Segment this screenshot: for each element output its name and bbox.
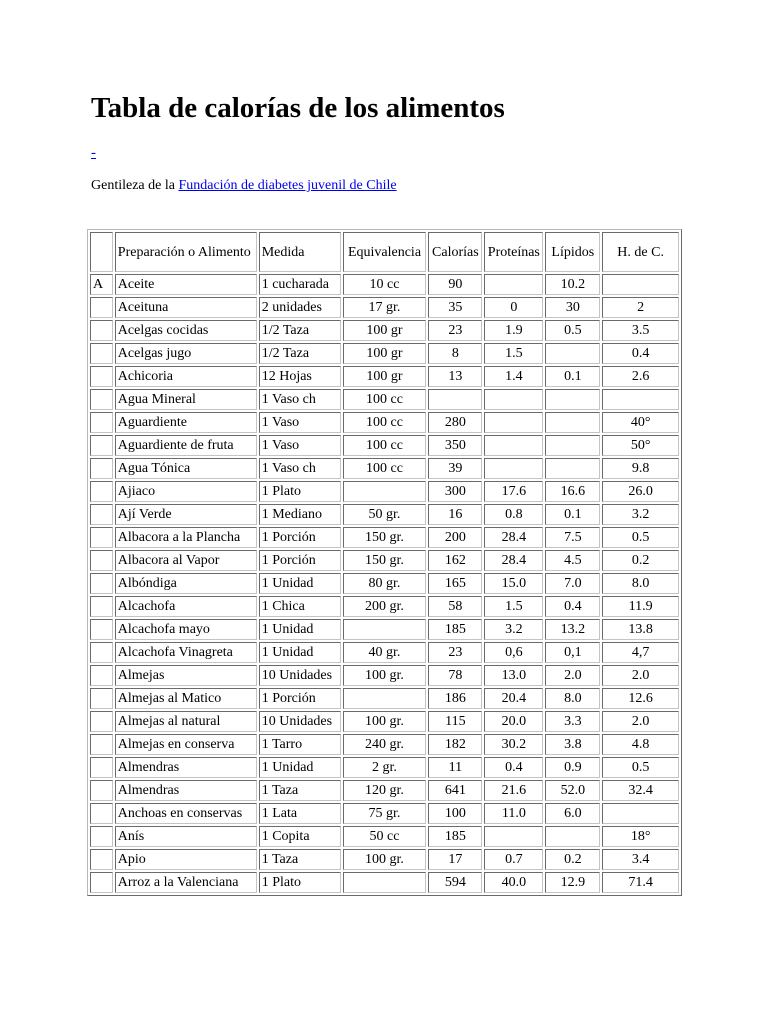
table-row	[90, 481, 679, 502]
cell-section-letter	[90, 688, 113, 709]
cell-food-name: Anchoas en conservas	[115, 803, 257, 824]
cell-proteins: 1.4	[484, 366, 543, 387]
cell-lipids: 30	[545, 297, 600, 318]
cell-carbohydrates: 26.0	[602, 481, 679, 502]
cell-lipids: 52.0	[545, 780, 600, 801]
cell-section-letter	[90, 527, 113, 548]
cell-calories: 350	[428, 435, 482, 456]
cell-carbohydrates: 4.8	[602, 734, 679, 755]
header-proteins: Proteínas	[484, 232, 543, 272]
cell-calories: 186	[428, 688, 482, 709]
page-title: Tabla de calorías de los alimentos	[91, 92, 505, 124]
cell-carbohydrates	[602, 803, 679, 824]
cell-lipids: 4.5	[545, 550, 600, 571]
table-row	[90, 849, 679, 870]
cell-food-name: Ají Verde	[115, 504, 257, 525]
header-calories: Calorías	[428, 232, 482, 272]
cell-equivalence	[343, 688, 427, 709]
cell-section-letter	[90, 872, 113, 893]
cell-food-name: Albóndiga	[115, 573, 257, 594]
table-row	[90, 619, 679, 640]
cell-section-letter	[90, 550, 113, 571]
cell-carbohydrates: 3.5	[602, 320, 679, 341]
cell-measure: 1 Taza	[259, 849, 341, 870]
table-row	[90, 688, 679, 709]
cell-measure: 1 Tarro	[259, 734, 341, 755]
cell-equivalence: 50 gr.	[343, 504, 427, 525]
cell-food-name: Alcachofa	[115, 596, 257, 617]
cell-carbohydrates: 2.6	[602, 366, 679, 387]
cell-measure: 1 Copita	[259, 826, 341, 847]
cell-carbohydrates: 0.5	[602, 757, 679, 778]
cell-lipids: 0.1	[545, 366, 600, 387]
cell-lipids: 2.0	[545, 665, 600, 686]
cell-lipids: 0.5	[545, 320, 600, 341]
cell-food-name: Alcachofa Vinagreta	[115, 642, 257, 663]
anchor-link[interactable]: -	[91, 145, 96, 161]
table-row	[90, 803, 679, 824]
cell-food-name: Almendras	[115, 757, 257, 778]
table-row	[90, 343, 679, 364]
header-carbohydrates: H. de C.	[602, 232, 679, 272]
cell-food-name: Aguardiente	[115, 412, 257, 433]
cell-food-name: Aceite	[115, 274, 257, 295]
table-row	[90, 734, 679, 755]
cell-lipids: 13.2	[545, 619, 600, 640]
cell-lipids: 8.0	[545, 688, 600, 709]
cell-proteins: 30.2	[484, 734, 543, 755]
cell-proteins	[484, 412, 543, 433]
cell-measure: 1/2 Taza	[259, 343, 341, 364]
cell-food-name: Alcachofa mayo	[115, 619, 257, 640]
cell-equivalence: 50 cc	[343, 826, 427, 847]
cell-food-name: Agua Mineral	[115, 389, 257, 410]
cell-section-letter	[90, 803, 113, 824]
table-body	[90, 232, 679, 893]
cell-carbohydrates: 4,7	[602, 642, 679, 663]
cell-equivalence: 100 gr	[343, 320, 427, 341]
cell-lipids	[545, 826, 600, 847]
cell-proteins	[484, 274, 543, 295]
cell-food-name: Agua Tónica	[115, 458, 257, 479]
cell-lipids	[545, 389, 600, 410]
cell-equivalence: 200 gr.	[343, 596, 427, 617]
cell-carbohydrates: 2.0	[602, 665, 679, 686]
table-row	[90, 366, 679, 387]
cell-carbohydrates: 71.4	[602, 872, 679, 893]
cell-food-name: Almejas al Matico	[115, 688, 257, 709]
cell-calories: 17	[428, 849, 482, 870]
table-row	[90, 297, 679, 318]
table-row	[90, 757, 679, 778]
cell-lipids: 0.9	[545, 757, 600, 778]
cell-calories: 280	[428, 412, 482, 433]
cell-lipids: 6.0	[545, 803, 600, 824]
cell-section-letter	[90, 297, 113, 318]
cell-lipids	[545, 343, 600, 364]
cell-equivalence: 120 gr.	[343, 780, 427, 801]
table-row	[90, 573, 679, 594]
cell-lipids: 16.6	[545, 481, 600, 502]
cell-equivalence: 240 gr.	[343, 734, 427, 755]
cell-proteins: 0,6	[484, 642, 543, 663]
cell-measure: 1 Lata	[259, 803, 341, 824]
table-row	[90, 596, 679, 617]
cell-calories: 185	[428, 826, 482, 847]
cell-calories: 16	[428, 504, 482, 525]
cell-equivalence: 100 cc	[343, 389, 427, 410]
header-section-letter	[90, 232, 113, 272]
foundation-link[interactable]: Fundación de diabetes juvenil de Chile	[178, 178, 397, 193]
cell-lipids: 0.2	[545, 849, 600, 870]
cell-proteins: 20.4	[484, 688, 543, 709]
cell-measure: 1 Taza	[259, 780, 341, 801]
cell-food-name: Almejas	[115, 665, 257, 686]
cell-proteins: 40.0	[484, 872, 543, 893]
cell-equivalence: 80 gr.	[343, 573, 427, 594]
header-measure: Medida	[259, 232, 341, 272]
cell-food-name: Ajiaco	[115, 481, 257, 502]
cell-carbohydrates: 8.0	[602, 573, 679, 594]
cell-calories: 8	[428, 343, 482, 364]
cell-measure: 1 Plato	[259, 872, 341, 893]
table-row	[90, 389, 679, 410]
cell-carbohydrates: 2.0	[602, 711, 679, 732]
cell-proteins: 28.4	[484, 527, 543, 548]
cell-lipids: 3.3	[545, 711, 600, 732]
cell-section-letter	[90, 435, 113, 456]
cell-measure: 10 Unidades	[259, 711, 341, 732]
credit-line	[91, 176, 397, 196]
cell-calories: 78	[428, 665, 482, 686]
cell-lipids: 7.5	[545, 527, 600, 548]
cell-measure: 1 Unidad	[259, 573, 341, 594]
cell-calories: 58	[428, 596, 482, 617]
cell-measure: 1 Porción	[259, 688, 341, 709]
cell-calories: 35	[428, 297, 482, 318]
cell-equivalence	[343, 481, 427, 502]
cell-equivalence: 150 gr.	[343, 527, 427, 548]
cell-lipids: 10.2	[545, 274, 600, 295]
cell-lipids	[545, 458, 600, 479]
cell-measure: 10 Unidades	[259, 665, 341, 686]
table-row	[90, 527, 679, 548]
cell-measure: 12 Hojas	[259, 366, 341, 387]
cell-lipids: 0.1	[545, 504, 600, 525]
cell-calories: 11	[428, 757, 482, 778]
table-row	[90, 504, 679, 525]
cell-equivalence: 2 gr.	[343, 757, 427, 778]
cell-lipids: 12.9	[545, 872, 600, 893]
cell-carbohydrates	[602, 274, 679, 295]
cell-carbohydrates: 3.4	[602, 849, 679, 870]
cell-section-letter	[90, 596, 113, 617]
cell-section-letter	[90, 343, 113, 364]
cell-section-letter	[90, 849, 113, 870]
cell-lipids: 7.0	[545, 573, 600, 594]
cell-measure: 1 Chica	[259, 596, 341, 617]
cell-measure: 2 unidades	[259, 297, 341, 318]
cell-lipids: 3.8	[545, 734, 600, 755]
cell-food-name: Acelgas cocidas	[115, 320, 257, 341]
cell-section-letter: A	[90, 274, 113, 295]
cell-carbohydrates: 13.8	[602, 619, 679, 640]
cell-proteins: 1.5	[484, 596, 543, 617]
cell-section-letter	[90, 481, 113, 502]
cell-measure: 1 cucharada	[259, 274, 341, 295]
cell-lipids	[545, 435, 600, 456]
table-row	[90, 780, 679, 801]
table-row	[90, 550, 679, 571]
cell-calories: 594	[428, 872, 482, 893]
cell-measure: 1 Unidad	[259, 619, 341, 640]
cell-section-letter	[90, 389, 113, 410]
cell-proteins	[484, 458, 543, 479]
header-lipids: Lípidos	[545, 232, 600, 272]
cell-calories: 23	[428, 642, 482, 663]
cell-proteins: 1.5	[484, 343, 543, 364]
cell-food-name: Aguardiente de fruta	[115, 435, 257, 456]
cell-proteins: 13.0	[484, 665, 543, 686]
cell-equivalence: 75 gr.	[343, 803, 427, 824]
cell-equivalence: 17 gr.	[343, 297, 427, 318]
cell-proteins: 0.7	[484, 849, 543, 870]
cell-proteins: 0	[484, 297, 543, 318]
cell-proteins: 1.9	[484, 320, 543, 341]
cell-section-letter	[90, 619, 113, 640]
cell-measure: 1 Porción	[259, 550, 341, 571]
cell-section-letter	[90, 665, 113, 686]
cell-lipids	[545, 412, 600, 433]
cell-calories: 13	[428, 366, 482, 387]
cell-proteins: 15.0	[484, 573, 543, 594]
cell-section-letter	[90, 826, 113, 847]
table-row	[90, 642, 679, 663]
cell-food-name: Apio	[115, 849, 257, 870]
cell-proteins: 11.0	[484, 803, 543, 824]
cell-food-name: Arroz a la Valenciana	[115, 872, 257, 893]
cell-food-name: Anís	[115, 826, 257, 847]
cell-calories: 200	[428, 527, 482, 548]
cell-proteins: 21.6	[484, 780, 543, 801]
cell-calories: 23	[428, 320, 482, 341]
table-row	[90, 826, 679, 847]
table-row	[90, 412, 679, 433]
cell-section-letter	[90, 366, 113, 387]
cell-carbohydrates: 3.2	[602, 504, 679, 525]
cell-measure: 1 Unidad	[259, 757, 341, 778]
cell-section-letter	[90, 711, 113, 732]
table-row	[90, 872, 679, 893]
cell-carbohydrates: 18°	[602, 826, 679, 847]
cell-section-letter	[90, 412, 113, 433]
cell-proteins: 0.8	[484, 504, 543, 525]
cell-measure: 1 Mediano	[259, 504, 341, 525]
cell-measure: 1 Plato	[259, 481, 341, 502]
cell-proteins: 3.2	[484, 619, 543, 640]
cell-equivalence: 10 cc	[343, 274, 427, 295]
cell-calories: 162	[428, 550, 482, 571]
cell-calories: 100	[428, 803, 482, 824]
cell-section-letter	[90, 757, 113, 778]
cell-food-name: Albacora a la Plancha	[115, 527, 257, 548]
cell-carbohydrates: 9.8	[602, 458, 679, 479]
cell-calories: 300	[428, 481, 482, 502]
cell-food-name: Acelgas jugo	[115, 343, 257, 364]
cell-section-letter	[90, 642, 113, 663]
cell-carbohydrates: 12.6	[602, 688, 679, 709]
cell-equivalence: 100 gr	[343, 343, 427, 364]
table-row	[90, 320, 679, 341]
cell-calories: 182	[428, 734, 482, 755]
cell-lipids: 0.4	[545, 596, 600, 617]
cell-carbohydrates: 11.9	[602, 596, 679, 617]
cell-carbohydrates: 0.2	[602, 550, 679, 571]
cell-equivalence	[343, 619, 427, 640]
calories-table	[87, 229, 682, 896]
cell-equivalence: 100 gr.	[343, 849, 427, 870]
header-food-name: Preparación o Alimento	[115, 232, 257, 272]
cell-food-name: Almendras	[115, 780, 257, 801]
cell-proteins	[484, 826, 543, 847]
cell-carbohydrates: 0.4	[602, 343, 679, 364]
cell-proteins	[484, 389, 543, 410]
cell-equivalence: 100 gr.	[343, 665, 427, 686]
cell-calories: 165	[428, 573, 482, 594]
credit-prefix: Gentileza de la	[91, 178, 175, 193]
table-row	[90, 435, 679, 456]
cell-measure: 1 Unidad	[259, 642, 341, 663]
cell-equivalence: 100 gr	[343, 366, 427, 387]
cell-calories: 39	[428, 458, 482, 479]
cell-carbohydrates	[602, 389, 679, 410]
cell-proteins: 20.0	[484, 711, 543, 732]
cell-section-letter	[90, 504, 113, 525]
cell-section-letter	[90, 573, 113, 594]
table-row	[90, 665, 679, 686]
table-row	[90, 711, 679, 732]
cell-equivalence: 100 cc	[343, 435, 427, 456]
cell-equivalence: 150 gr.	[343, 550, 427, 571]
cell-lipids: 0,1	[545, 642, 600, 663]
cell-calories: 641	[428, 780, 482, 801]
cell-section-letter	[90, 780, 113, 801]
cell-equivalence: 100 cc	[343, 412, 427, 433]
cell-food-name: Achicoria	[115, 366, 257, 387]
cell-carbohydrates: 0.5	[602, 527, 679, 548]
cell-equivalence: 100 gr.	[343, 711, 427, 732]
cell-food-name: Almejas al natural	[115, 711, 257, 732]
cell-food-name: Aceituna	[115, 297, 257, 318]
cell-calories	[428, 389, 482, 410]
cell-food-name: Albacora al Vapor	[115, 550, 257, 571]
cell-proteins: 28.4	[484, 550, 543, 571]
cell-section-letter	[90, 734, 113, 755]
cell-measure: 1 Vaso	[259, 412, 341, 433]
table-row	[90, 458, 679, 479]
cell-measure: 1 Vaso ch	[259, 458, 341, 479]
cell-proteins: 0.4	[484, 757, 543, 778]
cell-carbohydrates: 2	[602, 297, 679, 318]
header-equivalence: Equivalencia	[343, 232, 427, 272]
cell-section-letter	[90, 320, 113, 341]
cell-carbohydrates: 32.4	[602, 780, 679, 801]
cell-proteins: 17.6	[484, 481, 543, 502]
cell-measure: 1/2 Taza	[259, 320, 341, 341]
cell-measure: 1 Porción	[259, 527, 341, 548]
cell-calories: 185	[428, 619, 482, 640]
cell-calories: 90	[428, 274, 482, 295]
cell-equivalence: 40 gr.	[343, 642, 427, 663]
cell-proteins	[484, 435, 543, 456]
cell-equivalence	[343, 872, 427, 893]
cell-equivalence: 100 cc	[343, 458, 427, 479]
cell-calories: 115	[428, 711, 482, 732]
cell-measure: 1 Vaso ch	[259, 389, 341, 410]
cell-section-letter	[90, 458, 113, 479]
cell-carbohydrates: 40°	[602, 412, 679, 433]
cell-food-name: Almejas en conserva	[115, 734, 257, 755]
table-header-row	[90, 232, 679, 272]
cell-carbohydrates: 50°	[602, 435, 679, 456]
cell-measure: 1 Vaso	[259, 435, 341, 456]
table-row	[90, 274, 679, 295]
